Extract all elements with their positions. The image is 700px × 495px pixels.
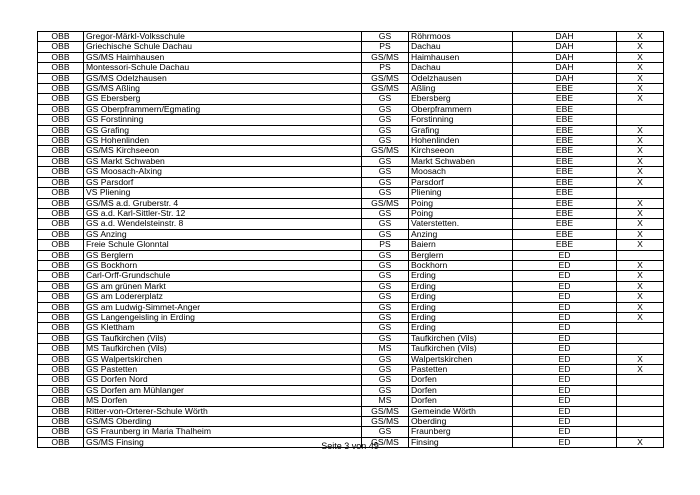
municipality-cell: Dorfen: [409, 385, 513, 395]
district-cell: EBE: [513, 198, 617, 208]
table-row: [38, 104, 664, 114]
municipality-cell: Markt Schwaben: [409, 156, 513, 166]
district-cell: ED: [513, 323, 617, 333]
mark-cell: X: [617, 84, 664, 94]
region-cell: OBB: [38, 146, 84, 156]
district-cell: ED: [513, 271, 617, 281]
table-row: [38, 396, 664, 406]
district-cell: ED: [513, 385, 617, 395]
region-cell: OBB: [38, 396, 84, 406]
table-row: [38, 52, 664, 62]
region-cell: OBB: [38, 250, 84, 260]
region-cell: OBB: [38, 354, 84, 364]
school-name-cell: GS am grünen Markt: [84, 281, 362, 291]
municipality-cell: Odelzhausen: [409, 73, 513, 83]
school-type-cell: GS: [362, 385, 409, 395]
district-cell: DAH: [513, 52, 617, 62]
region-cell: OBB: [38, 417, 84, 427]
table-row: [38, 208, 664, 218]
municipality-cell: Dorfen: [409, 375, 513, 385]
school-name-cell: GS Markt Schwaben: [84, 156, 362, 166]
school-type-cell: GS: [362, 188, 409, 198]
district-cell: EBE: [513, 167, 617, 177]
table-row: [38, 219, 664, 229]
mark-cell: X: [617, 167, 664, 177]
school-type-cell: MS: [362, 344, 409, 354]
municipality-cell: Oberpframmern: [409, 104, 513, 114]
table-row: [38, 32, 664, 42]
mark-cell: [617, 417, 664, 427]
school-name-cell: Gregor-Märkl-Volksschule: [84, 32, 362, 42]
municipality-cell: Parsdorf: [409, 177, 513, 187]
municipality-cell: Erding: [409, 302, 513, 312]
region-cell: OBB: [38, 167, 84, 177]
school-name-cell: GS a.d. Wendelsteinstr. 8: [84, 219, 362, 229]
table-row: [38, 229, 664, 239]
table-row: [38, 375, 664, 385]
school-name-cell: GS Forstinning: [84, 115, 362, 125]
school-type-cell: GS: [362, 167, 409, 177]
table-row: [38, 302, 664, 312]
school-name-cell: GS am Lodererplatz: [84, 292, 362, 302]
municipality-cell: Anzing: [409, 229, 513, 239]
table-row: [38, 271, 664, 281]
municipality-cell: Poing: [409, 198, 513, 208]
table-row: [38, 323, 664, 333]
page-number: Seite 3 von 49: [321, 441, 379, 451]
municipality-cell: Gemeinde Wörth: [409, 406, 513, 416]
region-cell: OBB: [38, 188, 84, 198]
school-type-cell: GS: [362, 250, 409, 260]
table-row: [38, 240, 664, 250]
region-cell: OBB: [38, 344, 84, 354]
table-row: [38, 344, 664, 354]
region-cell: OBB: [38, 229, 84, 239]
school-type-cell: GS: [362, 375, 409, 385]
municipality-cell: Erding: [409, 281, 513, 291]
mark-cell: X: [617, 136, 664, 146]
school-type-cell: GS: [362, 365, 409, 375]
municipality-cell: Fraunberg: [409, 427, 513, 437]
school-name-cell: GS Moosach-Alxing: [84, 167, 362, 177]
school-name-cell: Freie Schule Glonntal: [84, 240, 362, 250]
school-name-cell: MS Taufkirchen (Vils): [84, 344, 362, 354]
region-cell: OBB: [38, 136, 84, 146]
school-table-body: [38, 32, 664, 448]
region-cell: OBB: [38, 63, 84, 73]
municipality-cell: Dorfen: [409, 396, 513, 406]
district-cell: ED: [513, 333, 617, 343]
mark-cell: X: [617, 146, 664, 156]
district-cell: ED: [513, 375, 617, 385]
municipality-cell: Walpertskirchen: [409, 354, 513, 364]
table-row: [38, 177, 664, 187]
table-row: [38, 417, 664, 427]
district-cell: ED: [513, 312, 617, 322]
table-row: [38, 406, 664, 416]
region-cell: OBB: [38, 323, 84, 333]
school-type-cell: MS: [362, 396, 409, 406]
mark-cell: X: [617, 302, 664, 312]
table-row: [38, 354, 664, 364]
district-cell: EBE: [513, 94, 617, 104]
district-cell: ED: [513, 437, 617, 447]
district-cell: EBE: [513, 219, 617, 229]
district-cell: EBE: [513, 208, 617, 218]
mark-cell: X: [617, 198, 664, 208]
municipality-cell: Pliening: [409, 188, 513, 198]
district-cell: EBE: [513, 156, 617, 166]
school-name-cell: GS Klettham: [84, 323, 362, 333]
district-cell: ED: [513, 281, 617, 291]
mark-cell: [617, 427, 664, 437]
school-type-cell: GS: [362, 323, 409, 333]
municipality-cell: Moosach: [409, 167, 513, 177]
mark-cell: [617, 375, 664, 385]
district-cell: DAH: [513, 42, 617, 52]
district-cell: ED: [513, 260, 617, 270]
district-cell: ED: [513, 396, 617, 406]
school-type-cell: GS: [362, 115, 409, 125]
school-type-cell: GS: [362, 219, 409, 229]
mark-cell: X: [617, 219, 664, 229]
school-name-cell: GS/MS a.d. Gruberstr. 4: [84, 198, 362, 208]
district-cell: DAH: [513, 73, 617, 83]
table-row: [38, 84, 664, 94]
mark-cell: [617, 323, 664, 333]
table-row: [38, 115, 664, 125]
region-cell: OBB: [38, 240, 84, 250]
school-name-cell: GS/MS Odelzhausen: [84, 73, 362, 83]
mark-cell: X: [617, 365, 664, 375]
municipality-cell: Forstinning: [409, 115, 513, 125]
municipality-cell: Pastetten: [409, 365, 513, 375]
school-type-cell: GS: [362, 125, 409, 135]
school-type-cell: GS/MS: [362, 406, 409, 416]
mark-cell: [617, 115, 664, 125]
mark-cell: X: [617, 177, 664, 187]
school-name-cell: GS Bockhorn: [84, 260, 362, 270]
school-name-cell: GS/MS Kirchseeon: [84, 146, 362, 156]
district-cell: EBE: [513, 240, 617, 250]
mark-cell: [617, 344, 664, 354]
region-cell: OBB: [38, 42, 84, 52]
mark-cell: X: [617, 42, 664, 52]
school-type-cell: GS/MS: [362, 52, 409, 62]
region-cell: OBB: [38, 156, 84, 166]
municipality-cell: Baiern: [409, 240, 513, 250]
table-row: [38, 333, 664, 343]
district-cell: ED: [513, 406, 617, 416]
school-name-cell: GS Fraunberg in Maria Thalheim: [84, 427, 362, 437]
school-name-cell: GS Dorfen am Mühlanger: [84, 385, 362, 395]
mark-cell: X: [617, 292, 664, 302]
school-type-cell: GS/MS: [362, 417, 409, 427]
school-type-cell: GS: [362, 281, 409, 291]
district-cell: ED: [513, 417, 617, 427]
region-cell: OBB: [38, 385, 84, 395]
table-row: [38, 260, 664, 270]
school-name-cell: Montessori-Schule Dachau: [84, 63, 362, 73]
district-cell: EBE: [513, 125, 617, 135]
mark-cell: X: [617, 229, 664, 239]
table-row: [38, 312, 664, 322]
region-cell: OBB: [38, 292, 84, 302]
school-type-cell: GS: [362, 354, 409, 364]
municipality-cell: Erding: [409, 323, 513, 333]
mark-cell: [617, 385, 664, 395]
school-type-cell: GS: [362, 260, 409, 270]
school-name-cell: GS/MS Finsing: [84, 437, 362, 447]
school-name-cell: Griechische Schule Dachau: [84, 42, 362, 52]
municipality-cell: Grafing: [409, 125, 513, 135]
municipality-cell: Kirchseeon: [409, 146, 513, 156]
municipality-cell: Dachau: [409, 63, 513, 73]
table-row: [38, 42, 664, 52]
table-row: [38, 125, 664, 135]
region-cell: OBB: [38, 208, 84, 218]
region-cell: OBB: [38, 32, 84, 42]
region-cell: OBB: [38, 281, 84, 291]
school-name-cell: GS Berglern: [84, 250, 362, 260]
school-type-cell: GS: [362, 104, 409, 114]
school-name-cell: GS Grafing: [84, 125, 362, 135]
mark-cell: [617, 188, 664, 198]
district-cell: ED: [513, 344, 617, 354]
region-cell: OBB: [38, 219, 84, 229]
school-type-cell: GS/MS: [362, 146, 409, 156]
mark-cell: X: [617, 94, 664, 104]
mark-cell: [617, 104, 664, 114]
school-type-cell: GS: [362, 271, 409, 281]
school-name-cell: GS Parsdorf: [84, 177, 362, 187]
municipality-cell: Röhrmoos: [409, 32, 513, 42]
district-cell: EBE: [513, 177, 617, 187]
table-row: [38, 146, 664, 156]
school-name-cell: GS am Ludwig-Simmet-Anger: [84, 302, 362, 312]
table-row: [38, 73, 664, 83]
mark-cell: X: [617, 208, 664, 218]
school-name-cell: GS Pastetten: [84, 365, 362, 375]
school-type-cell: GS: [362, 156, 409, 166]
district-cell: EBE: [513, 84, 617, 94]
region-cell: OBB: [38, 94, 84, 104]
mark-cell: X: [617, 240, 664, 250]
school-type-cell: GS/MS: [362, 84, 409, 94]
school-type-cell: GS: [362, 427, 409, 437]
school-name-cell: GS Oberpframmern/Egmating: [84, 104, 362, 114]
table-row: [38, 156, 664, 166]
school-name-cell: GS/MS Aßling: [84, 84, 362, 94]
school-name-cell: MS Dorfen: [84, 396, 362, 406]
municipality-cell: Haimhausen: [409, 52, 513, 62]
school-name-cell: Carl-Orff-Grundschule: [84, 271, 362, 281]
table-row: [38, 94, 664, 104]
district-cell: DAH: [513, 63, 617, 73]
region-cell: OBB: [38, 406, 84, 416]
table-row: [38, 365, 664, 375]
school-type-cell: PS: [362, 240, 409, 250]
table-row: [38, 427, 664, 437]
municipality-cell: Aßling: [409, 84, 513, 94]
school-name-cell: VS Pliening: [84, 188, 362, 198]
table-row: [38, 167, 664, 177]
mark-cell: [617, 406, 664, 416]
region-cell: OBB: [38, 260, 84, 270]
school-type-cell: GS: [362, 302, 409, 312]
school-type-cell: GS/MS: [362, 73, 409, 83]
district-cell: EBE: [513, 188, 617, 198]
region-cell: OBB: [38, 427, 84, 437]
mark-cell: X: [617, 312, 664, 322]
district-cell: DAH: [513, 32, 617, 42]
municipality-cell: Erding: [409, 312, 513, 322]
municipality-cell: Berglern: [409, 250, 513, 260]
table-row: [38, 385, 664, 395]
mark-cell: X: [617, 125, 664, 135]
school-type-cell: GS: [362, 94, 409, 104]
school-name-cell: GS Anzing: [84, 229, 362, 239]
region-cell: OBB: [38, 198, 84, 208]
region-cell: OBB: [38, 333, 84, 343]
school-name-cell: GS Walpertskirchen: [84, 354, 362, 364]
school-name-cell: GS/MS Haimhausen: [84, 52, 362, 62]
school-name-cell: GS Ebersberg: [84, 94, 362, 104]
mark-cell: [617, 333, 664, 343]
table-row: [38, 136, 664, 146]
district-cell: ED: [513, 302, 617, 312]
district-cell: ED: [513, 292, 617, 302]
mark-cell: X: [617, 354, 664, 364]
district-cell: EBE: [513, 146, 617, 156]
school-type-cell: PS: [362, 63, 409, 73]
district-cell: EBE: [513, 136, 617, 146]
school-type-cell: PS: [362, 42, 409, 52]
municipality-cell: Erding: [409, 292, 513, 302]
table-row: [38, 63, 664, 73]
school-type-cell: GS: [362, 292, 409, 302]
mark-cell: X: [617, 281, 664, 291]
table-row: [38, 188, 664, 198]
region-cell: OBB: [38, 302, 84, 312]
school-name-cell: GS Taufkirchen (Vils): [84, 333, 362, 343]
school-name-cell: GS Hohenlinden: [84, 136, 362, 146]
region-cell: OBB: [38, 52, 84, 62]
region-cell: OBB: [38, 84, 84, 94]
table-row: [38, 250, 664, 260]
school-table: [37, 31, 664, 448]
school-name-cell: GS Dorfen Nord: [84, 375, 362, 385]
mark-cell: X: [617, 260, 664, 270]
region-cell: OBB: [38, 312, 84, 322]
school-type-cell: GS: [362, 312, 409, 322]
school-type-cell: GS/MS: [362, 437, 409, 447]
municipality-cell: Taufkirchen (Vils): [409, 333, 513, 343]
district-cell: EBE: [513, 229, 617, 239]
school-type-cell: GS/MS: [362, 198, 409, 208]
municipality-cell: Ebersberg: [409, 94, 513, 104]
region-cell: OBB: [38, 437, 84, 447]
municipality-cell: Poing: [409, 208, 513, 218]
region-cell: OBB: [38, 365, 84, 375]
district-cell: EBE: [513, 115, 617, 125]
school-name-cell: Ritter-von-Orterer-Schule Wörth: [84, 406, 362, 416]
municipality-cell: Vaterstetten.: [409, 219, 513, 229]
mark-cell: X: [617, 437, 664, 447]
region-cell: OBB: [38, 125, 84, 135]
district-cell: ED: [513, 354, 617, 364]
region-cell: OBB: [38, 177, 84, 187]
school-name-cell: GS a.d. Karl-Sittler-Str. 12: [84, 208, 362, 218]
mark-cell: X: [617, 52, 664, 62]
mark-cell: X: [617, 156, 664, 166]
school-type-cell: GS: [362, 136, 409, 146]
region-cell: OBB: [38, 73, 84, 83]
municipality-cell: Finsing: [409, 437, 513, 447]
municipality-cell: Hohenlinden: [409, 136, 513, 146]
mark-cell: X: [617, 271, 664, 281]
school-type-cell: GS: [362, 177, 409, 187]
municipality-cell: Erding: [409, 271, 513, 281]
table-row: [38, 292, 664, 302]
district-cell: ED: [513, 427, 617, 437]
school-type-cell: GS: [362, 229, 409, 239]
school-type-cell: GS: [362, 32, 409, 42]
mark-cell: X: [617, 32, 664, 42]
school-type-cell: GS: [362, 208, 409, 218]
table-row: [38, 198, 664, 208]
region-cell: OBB: [38, 375, 84, 385]
municipality-cell: Dachau: [409, 42, 513, 52]
school-name-cell: GS Langengeisling in Erding: [84, 312, 362, 322]
mark-cell: [617, 396, 664, 406]
region-cell: OBB: [38, 115, 84, 125]
municipality-cell: Taufkirchen (Vils): [409, 344, 513, 354]
mark-cell: X: [617, 63, 664, 73]
district-cell: ED: [513, 365, 617, 375]
school-name-cell: GS/MS Oberding: [84, 417, 362, 427]
municipality-cell: Bockhorn: [409, 260, 513, 270]
mark-cell: X: [617, 73, 664, 83]
mark-cell: [617, 250, 664, 260]
district-cell: EBE: [513, 104, 617, 114]
region-cell: OBB: [38, 271, 84, 281]
district-cell: ED: [513, 250, 617, 260]
region-cell: OBB: [38, 104, 84, 114]
table-row: [38, 281, 664, 291]
school-type-cell: GS: [362, 333, 409, 343]
municipality-cell: Oberding: [409, 417, 513, 427]
